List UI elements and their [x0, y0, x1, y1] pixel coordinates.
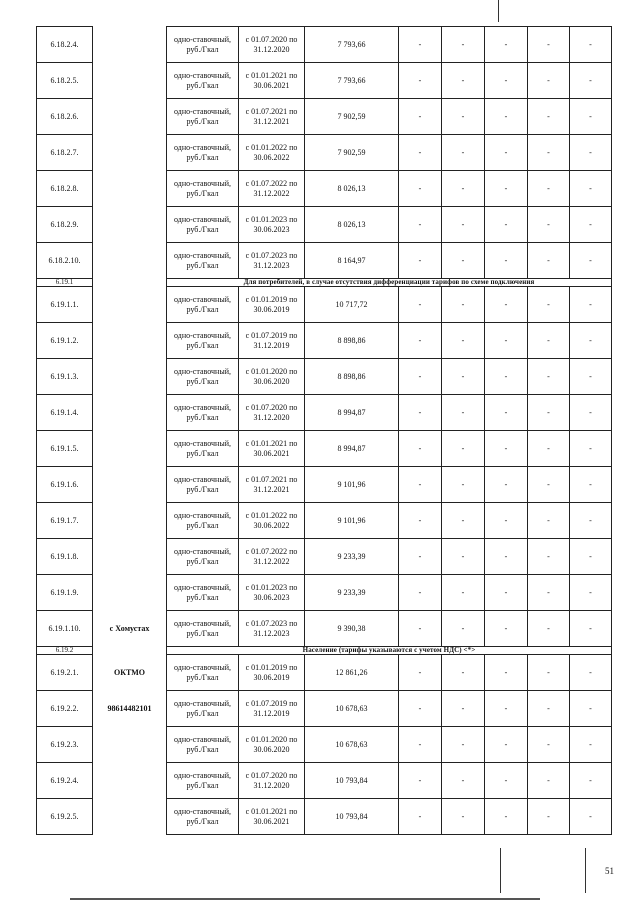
dash-cell: -	[528, 323, 570, 359]
dash-cell: -	[399, 207, 442, 243]
dash-cell: -	[528, 799, 570, 835]
dash-cell: -	[399, 539, 442, 575]
row-code: 6.18.2.7.	[37, 135, 93, 171]
dash-cell: -	[442, 207, 485, 243]
dash-cell: -	[485, 611, 528, 647]
row-code: 6.19.2.2.	[37, 691, 93, 727]
row-code: 6.19.2.4.	[37, 763, 93, 799]
territory-cell	[93, 207, 167, 243]
dash-cell: -	[399, 359, 442, 395]
rate-type: одно-ставочный, руб./Гкал	[167, 467, 239, 503]
dash-cell: -	[399, 63, 442, 99]
dash-cell: -	[442, 763, 485, 799]
dash-cell: -	[570, 467, 612, 503]
territory-cell	[93, 655, 167, 691]
dash-cell: -	[528, 655, 570, 691]
rate-type: одно-ставочный, руб./Гкал	[167, 323, 239, 359]
row-code: 6.19.1.3.	[37, 359, 93, 395]
dash-cell: -	[570, 171, 612, 207]
scan-artifact-line	[500, 848, 501, 893]
dash-cell: -	[399, 243, 442, 279]
territory-cell	[93, 691, 167, 727]
dash-cell: -	[485, 655, 528, 691]
table-row	[37, 99, 612, 135]
period: с 01.01.2021 по 30.06.2021	[239, 799, 305, 835]
dash-cell: -	[570, 727, 612, 763]
tariff-value: 7 793,66	[305, 27, 399, 63]
table-row	[37, 323, 612, 359]
dash-cell: -	[528, 691, 570, 727]
dash-cell: -	[570, 63, 612, 99]
dash-cell: -	[528, 287, 570, 323]
table-row	[37, 63, 612, 99]
dash-cell: -	[399, 691, 442, 727]
table-row	[37, 691, 612, 727]
territory-cell	[93, 99, 167, 135]
dash-cell: -	[442, 539, 485, 575]
period: с 01.01.2021 по 30.06.2021	[239, 63, 305, 99]
period: с 01.01.2022 по 30.06.2022	[239, 503, 305, 539]
period: с 01.01.2022 по 30.06.2022	[239, 135, 305, 171]
dash-cell: -	[528, 611, 570, 647]
table-row	[37, 431, 612, 467]
section-header-row	[37, 279, 612, 287]
row-code: 6.19.2.3.	[37, 727, 93, 763]
dash-cell: -	[485, 171, 528, 207]
row-code: 6.18.2.6.	[37, 99, 93, 135]
tariff-value: 8 898,86	[305, 323, 399, 359]
dash-cell: -	[528, 431, 570, 467]
table-row	[37, 655, 612, 691]
oktmo-code: 98614482101	[107, 703, 152, 713]
rate-type: одно-ставочный, руб./Гкал	[167, 503, 239, 539]
dash-cell: -	[399, 287, 442, 323]
row-code: 6.19.1.6.	[37, 467, 93, 503]
rate-type: одно-ставочный, руб./Гкал	[167, 207, 239, 243]
dash-cell: -	[442, 691, 485, 727]
territory-cell	[93, 503, 167, 539]
tariff-value: 10 793,84	[305, 763, 399, 799]
dash-cell: -	[442, 323, 485, 359]
table-row	[37, 207, 612, 243]
row-code: 6.18.2.4.	[37, 27, 93, 63]
period: с 01.01.2019 по 30.06.2019	[239, 655, 305, 691]
section-code: 6.19.2	[37, 647, 93, 655]
tariff-value: 8 026,13	[305, 171, 399, 207]
dash-cell: -	[485, 431, 528, 467]
period: с 01.07.2022 по 31.12.2022	[239, 539, 305, 575]
dash-cell: -	[528, 727, 570, 763]
dash-cell: -	[528, 395, 570, 431]
period: с 01.07.2019 по 31.12.2019	[239, 691, 305, 727]
dash-cell: -	[485, 727, 528, 763]
tariff-value: 8 994,87	[305, 395, 399, 431]
rate-type: одно-ставочный, руб./Гкал	[167, 691, 239, 727]
dash-cell: -	[442, 243, 485, 279]
period: с 01.01.2021 по 30.06.2021	[239, 431, 305, 467]
tariff-value: 7 902,59	[305, 135, 399, 171]
dash-cell: -	[570, 799, 612, 835]
tariff-value: 9 101,96	[305, 467, 399, 503]
row-code: 6.18.2.8.	[37, 171, 93, 207]
row-code: 6.19.2.1.	[37, 655, 93, 691]
table-row	[37, 799, 612, 835]
tariff-value: 10 793,84	[305, 799, 399, 835]
dash-cell: -	[485, 467, 528, 503]
rate-type: одно-ставочный, руб./Гкал	[167, 243, 239, 279]
rate-type: одно-ставочный, руб./Гкал	[167, 99, 239, 135]
dash-cell: -	[570, 431, 612, 467]
table-row	[37, 727, 612, 763]
table-row	[37, 395, 612, 431]
territory-cell	[93, 135, 167, 171]
dash-cell: -	[485, 575, 528, 611]
dash-cell: -	[528, 99, 570, 135]
dash-cell: -	[399, 503, 442, 539]
scan-artifact-line	[70, 898, 540, 900]
dash-cell: -	[485, 503, 528, 539]
dash-cell: -	[570, 99, 612, 135]
territory-cell	[93, 63, 167, 99]
section-title: Для потребителей, в случае отсутствия дифференциации тарифов по схеме подключения	[167, 279, 612, 287]
dash-cell: -	[570, 691, 612, 727]
territory-cell	[93, 359, 167, 395]
dash-cell: -	[485, 287, 528, 323]
table-row	[37, 243, 612, 279]
dash-cell: -	[442, 727, 485, 763]
row-code: 6.18.2.5.	[37, 63, 93, 99]
dash-cell: -	[485, 323, 528, 359]
dash-cell: -	[485, 539, 528, 575]
period: с 01.07.2023 по 31.12.2023	[239, 611, 305, 647]
dash-cell: -	[399, 99, 442, 135]
rate-type: одно-ставочный, руб./Гкал	[167, 575, 239, 611]
period: с 01.01.2020 по 30.06.2020	[239, 359, 305, 395]
dash-cell: -	[442, 99, 485, 135]
rate-type: одно-ставочный, руб./Гкал	[167, 27, 239, 63]
tariff-value: 9 101,96	[305, 503, 399, 539]
rate-type: одно-ставочный, руб./Гкал	[167, 63, 239, 99]
row-code: 6.19.1.7.	[37, 503, 93, 539]
section-header-row	[37, 647, 612, 655]
period: с 01.07.2021 по 31.12.2021	[239, 99, 305, 135]
row-code: 6.19.1.10.	[37, 611, 93, 647]
table-row	[37, 503, 612, 539]
rate-type: одно-ставочный, руб./Гкал	[167, 359, 239, 395]
dash-cell: -	[399, 727, 442, 763]
table-row	[37, 135, 612, 171]
dash-cell: -	[528, 135, 570, 171]
dash-cell: -	[528, 27, 570, 63]
table-body	[37, 27, 612, 835]
dash-cell: -	[442, 503, 485, 539]
tariff-value: 7 902,59	[305, 99, 399, 135]
territory-cell	[93, 431, 167, 467]
rate-type: одно-ставочный, руб./Гкал	[167, 395, 239, 431]
dash-cell: -	[399, 395, 442, 431]
tariff-table	[36, 26, 612, 835]
rate-type: одно-ставочный, руб./Гкал	[167, 611, 239, 647]
tariff-value: 8 898,86	[305, 359, 399, 395]
dash-cell: -	[442, 575, 485, 611]
tariff-value: 9 233,39	[305, 539, 399, 575]
table-row	[37, 467, 612, 503]
dash-cell: -	[570, 655, 612, 691]
dash-cell: -	[485, 27, 528, 63]
tariff-value: 8 026,13	[305, 207, 399, 243]
territory-cell	[93, 727, 167, 763]
dash-cell: -	[442, 611, 485, 647]
territory-cell	[93, 279, 167, 287]
dash-cell: -	[442, 359, 485, 395]
dash-cell: -	[485, 135, 528, 171]
dash-cell: -	[442, 467, 485, 503]
dash-cell: -	[528, 575, 570, 611]
scan-artifact-line	[498, 0, 499, 22]
dash-cell: -	[570, 287, 612, 323]
dash-cell: -	[528, 243, 570, 279]
dash-cell: -	[399, 799, 442, 835]
page-number: 51	[605, 866, 614, 876]
tariff-value: 10 717,72	[305, 287, 399, 323]
dash-cell: -	[442, 287, 485, 323]
dash-cell: -	[528, 467, 570, 503]
period: с 01.07.2023 по 31.12.2023	[239, 243, 305, 279]
rate-type: одно-ставочный, руб./Гкал	[167, 135, 239, 171]
period: с 01.07.2021 по 31.12.2021	[239, 467, 305, 503]
tariff-value: 10 678,63	[305, 691, 399, 727]
tariff-value: 9 233,39	[305, 575, 399, 611]
row-code: 6.19.1.2.	[37, 323, 93, 359]
period: с 01.01.2023 по 30.06.2023	[239, 575, 305, 611]
dash-cell: -	[570, 395, 612, 431]
table-row	[37, 763, 612, 799]
dash-cell: -	[570, 539, 612, 575]
tariff-value: 9 390,38	[305, 611, 399, 647]
dash-cell: -	[485, 243, 528, 279]
row-code: 6.18.2.9.	[37, 207, 93, 243]
dash-cell: -	[399, 135, 442, 171]
dash-cell: -	[399, 323, 442, 359]
dash-cell: -	[570, 243, 612, 279]
territory-cell	[93, 575, 167, 611]
tariff-value: 8 164,97	[305, 243, 399, 279]
dash-cell: -	[442, 799, 485, 835]
dash-cell: -	[485, 99, 528, 135]
dash-cell: -	[442, 171, 485, 207]
dash-cell: -	[442, 395, 485, 431]
dash-cell: -	[399, 611, 442, 647]
tariff-value: 12 861,26	[305, 655, 399, 691]
oktmo-label: ОКТМО	[113, 667, 146, 677]
dash-cell: -	[528, 359, 570, 395]
dash-cell: -	[570, 763, 612, 799]
dash-cell: -	[485, 63, 528, 99]
row-code: 6.19.1.4.	[37, 395, 93, 431]
dash-cell: -	[570, 135, 612, 171]
table-row	[37, 611, 612, 647]
territory-cell	[93, 395, 167, 431]
dash-cell: -	[442, 655, 485, 691]
period: с 01.07.2020 по 31.12.2020	[239, 395, 305, 431]
dash-cell: -	[570, 207, 612, 243]
dash-cell: -	[399, 575, 442, 611]
dash-cell: -	[570, 611, 612, 647]
period: с 01.07.2020 по 31.12.2020	[239, 763, 305, 799]
dash-cell: -	[485, 359, 528, 395]
territory-cell	[93, 647, 167, 655]
period: с 01.01.2019 по 30.06.2019	[239, 287, 305, 323]
period: с 01.07.2019 по 31.12.2019	[239, 323, 305, 359]
territory-cell	[93, 287, 167, 323]
territory-name: с Хомустах	[109, 623, 150, 633]
scan-artifact-line	[585, 848, 586, 893]
table-row	[37, 575, 612, 611]
rate-type: одно-ставочный, руб./Гкал	[167, 287, 239, 323]
dash-cell: -	[570, 503, 612, 539]
row-code: 6.19.1.1.	[37, 287, 93, 323]
dash-cell: -	[570, 359, 612, 395]
table-row	[37, 171, 612, 207]
period: с 01.07.2022 по 31.12.2022	[239, 171, 305, 207]
section-title: Население (тарифы указываются с учетом НДС) <*>	[167, 647, 612, 655]
dash-cell: -	[399, 171, 442, 207]
period: с 01.07.2020 по 31.12.2020	[239, 27, 305, 63]
dash-cell: -	[442, 431, 485, 467]
dash-cell: -	[528, 171, 570, 207]
dash-cell: -	[570, 575, 612, 611]
row-code: 6.19.1.9.	[37, 575, 93, 611]
dash-cell: -	[399, 655, 442, 691]
dash-cell: -	[528, 763, 570, 799]
territory-cell	[93, 467, 167, 503]
dash-cell: -	[399, 431, 442, 467]
dash-cell: -	[399, 763, 442, 799]
dash-cell: -	[485, 799, 528, 835]
table-row	[37, 539, 612, 575]
period: с 01.01.2023 по 30.06.2023	[239, 207, 305, 243]
dash-cell: -	[528, 503, 570, 539]
tariff-value: 7 793,66	[305, 63, 399, 99]
territory-cell	[93, 171, 167, 207]
dash-cell: -	[485, 691, 528, 727]
row-code: 6.19.2.5.	[37, 799, 93, 835]
rate-type: одно-ставочный, руб./Гкал	[167, 171, 239, 207]
rate-type: одно-ставочный, руб./Гкал	[167, 431, 239, 467]
table-row	[37, 287, 612, 323]
territory-cell	[93, 27, 167, 63]
rate-type: одно-ставочный, руб./Гкал	[167, 799, 239, 835]
rate-type: одно-ставочный, руб./Гкал	[167, 655, 239, 691]
dash-cell: -	[442, 135, 485, 171]
row-code: 6.19.1.8.	[37, 539, 93, 575]
row-code: 6.19.1.5.	[37, 431, 93, 467]
dash-cell: -	[399, 27, 442, 63]
dash-cell: -	[485, 763, 528, 799]
territory-cell	[93, 611, 167, 647]
rate-type: одно-ставочный, руб./Гкал	[167, 539, 239, 575]
tariff-value: 8 994,87	[305, 431, 399, 467]
dash-cell: -	[485, 207, 528, 243]
period: с 01.01.2020 по 30.06.2020	[239, 727, 305, 763]
dash-cell: -	[442, 27, 485, 63]
dash-cell: -	[485, 395, 528, 431]
dash-cell: -	[399, 467, 442, 503]
territory-cell	[93, 799, 167, 835]
table-row	[37, 27, 612, 63]
row-code: 6.18.2.10.	[37, 243, 93, 279]
dash-cell: -	[528, 539, 570, 575]
territory-cell	[93, 539, 167, 575]
tariff-value: 10 678,63	[305, 727, 399, 763]
dash-cell: -	[528, 207, 570, 243]
dash-cell: -	[442, 63, 485, 99]
section-code: 6.19.1	[37, 279, 93, 287]
dash-cell: -	[528, 63, 570, 99]
rate-type: одно-ставочный, руб./Гкал	[167, 727, 239, 763]
territory-cell	[93, 763, 167, 799]
territory-cell	[93, 323, 167, 359]
territory-cell	[93, 243, 167, 279]
table-row	[37, 359, 612, 395]
dash-cell: -	[570, 323, 612, 359]
rate-type: одно-ставочный, руб./Гкал	[167, 763, 239, 799]
dash-cell: -	[570, 27, 612, 63]
